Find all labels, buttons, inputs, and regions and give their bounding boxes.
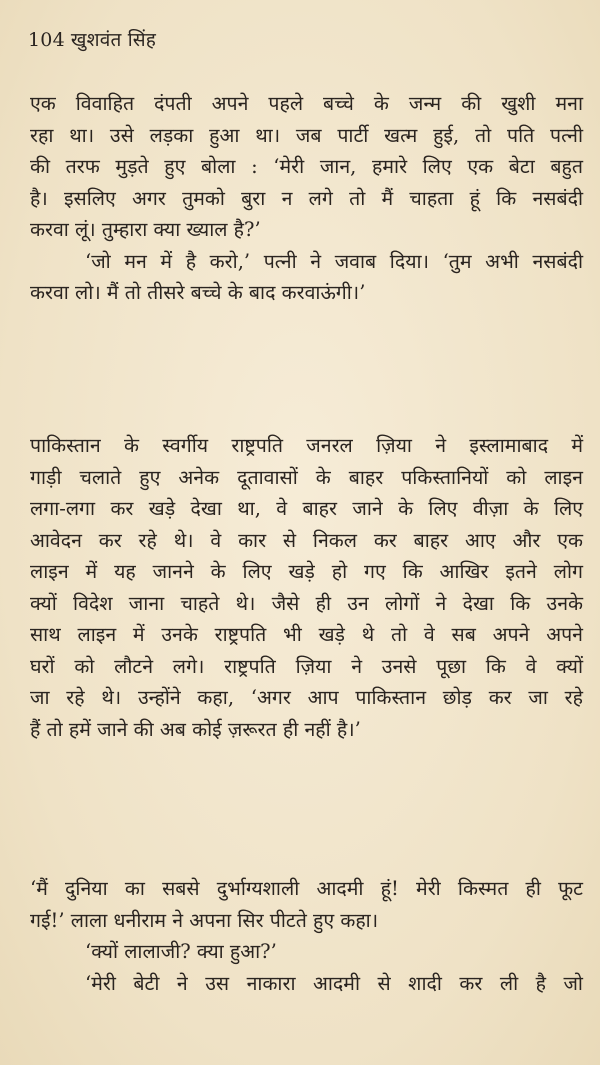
paragraph [30, 246, 583, 309]
text-line: एक विवाहित दंपती अपने पहले बच्चे के जन्म की खुशी मना [30, 92, 583, 115]
page-header [28, 26, 156, 52]
text-line: ‘मैं दुनिया का सबसे दुर्भाग्यशाली आदमी हूं! मेरी किस्मत ही फूट [30, 877, 583, 900]
anecdote-2 [30, 430, 583, 745]
text-line: आवेदन कर रहे थे। वे कार से निकल कर बाहर आए और एक [30, 528, 583, 552]
text-line: गाड़ी चलाते हुए अनेक दूतावासों के बाहर पकिस्तानियों को लाइन [30, 465, 583, 489]
text-line: घरों को लौटने लगे। राष्ट्रपति ज़िया ने उनसे पूछा कि वे क्यों [30, 654, 583, 678]
text-line: करवा लो। मैं तो तीसरे बच्चे के बाद करवाऊंगी।’ [30, 281, 366, 304]
paragraph [30, 873, 583, 936]
text-line: साथ लाइन में उनके राष्ट्रपति भी खड़े थे तो वे सब अपने अपने [30, 623, 583, 646]
text-line: है। इसलिए अगर तुमको बुरा न लगे तो मैं चाहता हूं कि नसबंदी [30, 186, 583, 210]
text-line: क्यों विदेश जाना चाहते थे। जैसे ही उन लोगों ने देखा कि उनके [30, 591, 583, 615]
text-line: गई!’ लाला धनीराम ने अपना सिर पीटते हुए कहा। [30, 908, 379, 932]
text-line: पाकिस्तान के स्वर्गीय राष्ट्रपति जनरल ज़िया ने इस्लामाबाद में [30, 434, 583, 457]
text-line: लाइन में यह जानने के लिए खड़े हो गए कि आखिर इतने लोग [30, 560, 583, 583]
text-line: ‘मेरी बेटी ने उस नाकारा आदमी से शादी कर ली है जो [85, 971, 583, 995]
paragraph [30, 936, 583, 968]
running-title: खुशवंत सिंह [70, 29, 157, 51]
text-line: लगा-लगा कर खड़े देखा था, वे बाहर जाने के लिए वीज़ा के लिए [30, 497, 583, 520]
text-line: हैं तो हमें जाने की अब कोई ज़रूरत ही नहीं है।’ [30, 717, 361, 741]
anecdote-1 [30, 88, 583, 309]
text-line: करवा लूं। तुम्हारा क्या ख्याल है?’ [30, 218, 261, 241]
text-line: की तरफ मुड़ते हुए बोला : ‘मेरी जान, हमारे लिए एक बेटा बहुत [30, 155, 583, 178]
text-line: रहा था। उसे लड़का हुआ था। जब पार्टी खत्म हुई, तो पति पत्नी [30, 123, 583, 147]
anecdote-3 [30, 873, 583, 999]
paragraph [30, 430, 583, 745]
text-line: ‘जो मन में है करो,’ पत्नी ने जवाब दिया। ‘तुम अभी नसबंदी [85, 249, 583, 273]
text-line: जा रहे थे। उन्होंने कहा, ‘अगर आप पाकिस्तान छोड़ कर जा रहे [30, 686, 583, 709]
paragraph [30, 88, 583, 246]
text-line: ‘क्यों लालाजी? क्या हुआ?’ [85, 940, 277, 963]
paragraph [30, 968, 583, 1000]
page-number: 104 [28, 29, 65, 51]
